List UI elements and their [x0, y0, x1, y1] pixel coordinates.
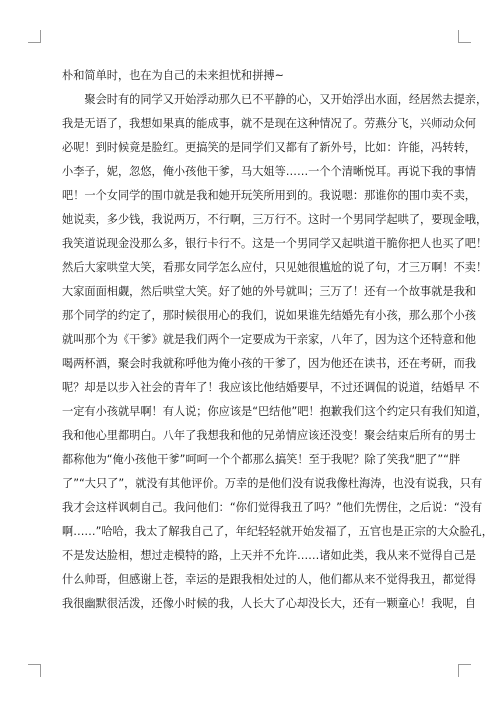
text-line: 啊……”哈哈，我太了解我自己了，年纪轻轻就开始发福了，五官也是正宗的大众脸孔， — [62, 525, 493, 538]
text-line: 就叫那个为《干爹》就是我们两个一定要成为干亲家，八年了，因为这个还特意和他 — [62, 333, 476, 346]
crop-mark-top-left — [28, 30, 41, 43]
crop-mark-bottom-right — [458, 664, 471, 677]
text-line: 我笑道说现金没那么多，银行卡行不。这是一个男同学又起哄道干脆你把人也买了吧！ — [62, 237, 488, 250]
text-line: 不是发达脸相，想过走模特的路，上天并不允许……诸如此类，我从来不觉得自己是 — [62, 549, 476, 562]
text-line: 一定有小孩就早啊！有人说；你应该是“巴结他”吧！抱歉我们这个约定只有我们知道， — [62, 405, 488, 418]
text-line: 我是无语了，我想如果真的能成事，就不是现在这种情况了。劳燕分飞，兴师动众何 — [62, 117, 476, 130]
text-line: 我很幽默很活泼，还像小时候的我，人长大了心却没长大，还有一颗童心！我呢，自 — [62, 597, 476, 610]
text-line: 我才会这样讽刺自己。我问他们：“你们觉得我丑了吗？”他们先愣住，之后说：“没有 — [62, 501, 483, 514]
text-line: 她说卖，多少钱，我说两万，不行啊，三万行不。这时一个男同学起哄了，要现金哦， — [62, 213, 488, 226]
text-line: 大家面面相觑，然后哄堂大笑。好了她的外号就叫；三万了！还有一个故事就是我和 — [62, 285, 476, 298]
text-line: 必呢！到时候竟是脸红。更搞笑的是同学们又都有了新外号，比如：许能，冯转转， — [62, 141, 476, 154]
text-line: 喝两杯酒，聚会时我就称呼他为俺小孩的干爹了，因为他还在读书，还在考研，而我 — [62, 357, 476, 370]
crop-mark-top-right — [458, 30, 471, 43]
text-line: 朴和简单时，也在为自己的未来担忧和拼搏~ — [62, 69, 284, 82]
body-text — [62, 64, 493, 616]
text-line: 都称他为“俺小孩他干爹”呵呵一个个都那么搞笑！至于我呢？除了笑我“肥了”“胖 — [62, 453, 461, 466]
text-line: 然后大家哄堂大笑，看那女同学怎么应付，只见她很尴尬的说了句，才三万啊！不卖！ — [62, 261, 488, 274]
text-line: 吧！一个女同学的围巾就是我和她开玩笑所用到的。我说嗯：那谁你的围巾卖不卖， — [62, 189, 476, 202]
text-line: 聚会时有的同学又开始浮动那久已不平静的心，又开始浮出水面，经居然去提亲， — [62, 93, 488, 106]
text-line: 那个同学的约定了，那时候很用心的我们，说如果谁先结婚先有小孩，那么那个小孩 — [62, 309, 476, 322]
text-line: 呢？却是以步入社会的青年了！我应该比他结婚要早，不过还调侃的说道，结婚早 不 — [62, 381, 480, 394]
text-line: 小李子，妮，忽悠，俺小孩他干爹，马大姐等……一个个清晰悦耳。再说下我的事情 — [62, 165, 476, 178]
text-line: 了”“大只了”，就没有其他评价。万幸的是他们没有说我像杜海涛，也没有说我，只有 — [62, 477, 483, 490]
crop-mark-bottom-left — [28, 664, 41, 677]
text-line: 我和他心里都明白。八年了我想我和他的兄弟情应该还没变！聚会结束后所有的男士 — [62, 429, 476, 442]
text-line: 什么帅哥，但感谢上苍，幸运的是跟我相处过的人，他们都从来不觉得我丑，都觉得 — [62, 573, 476, 586]
